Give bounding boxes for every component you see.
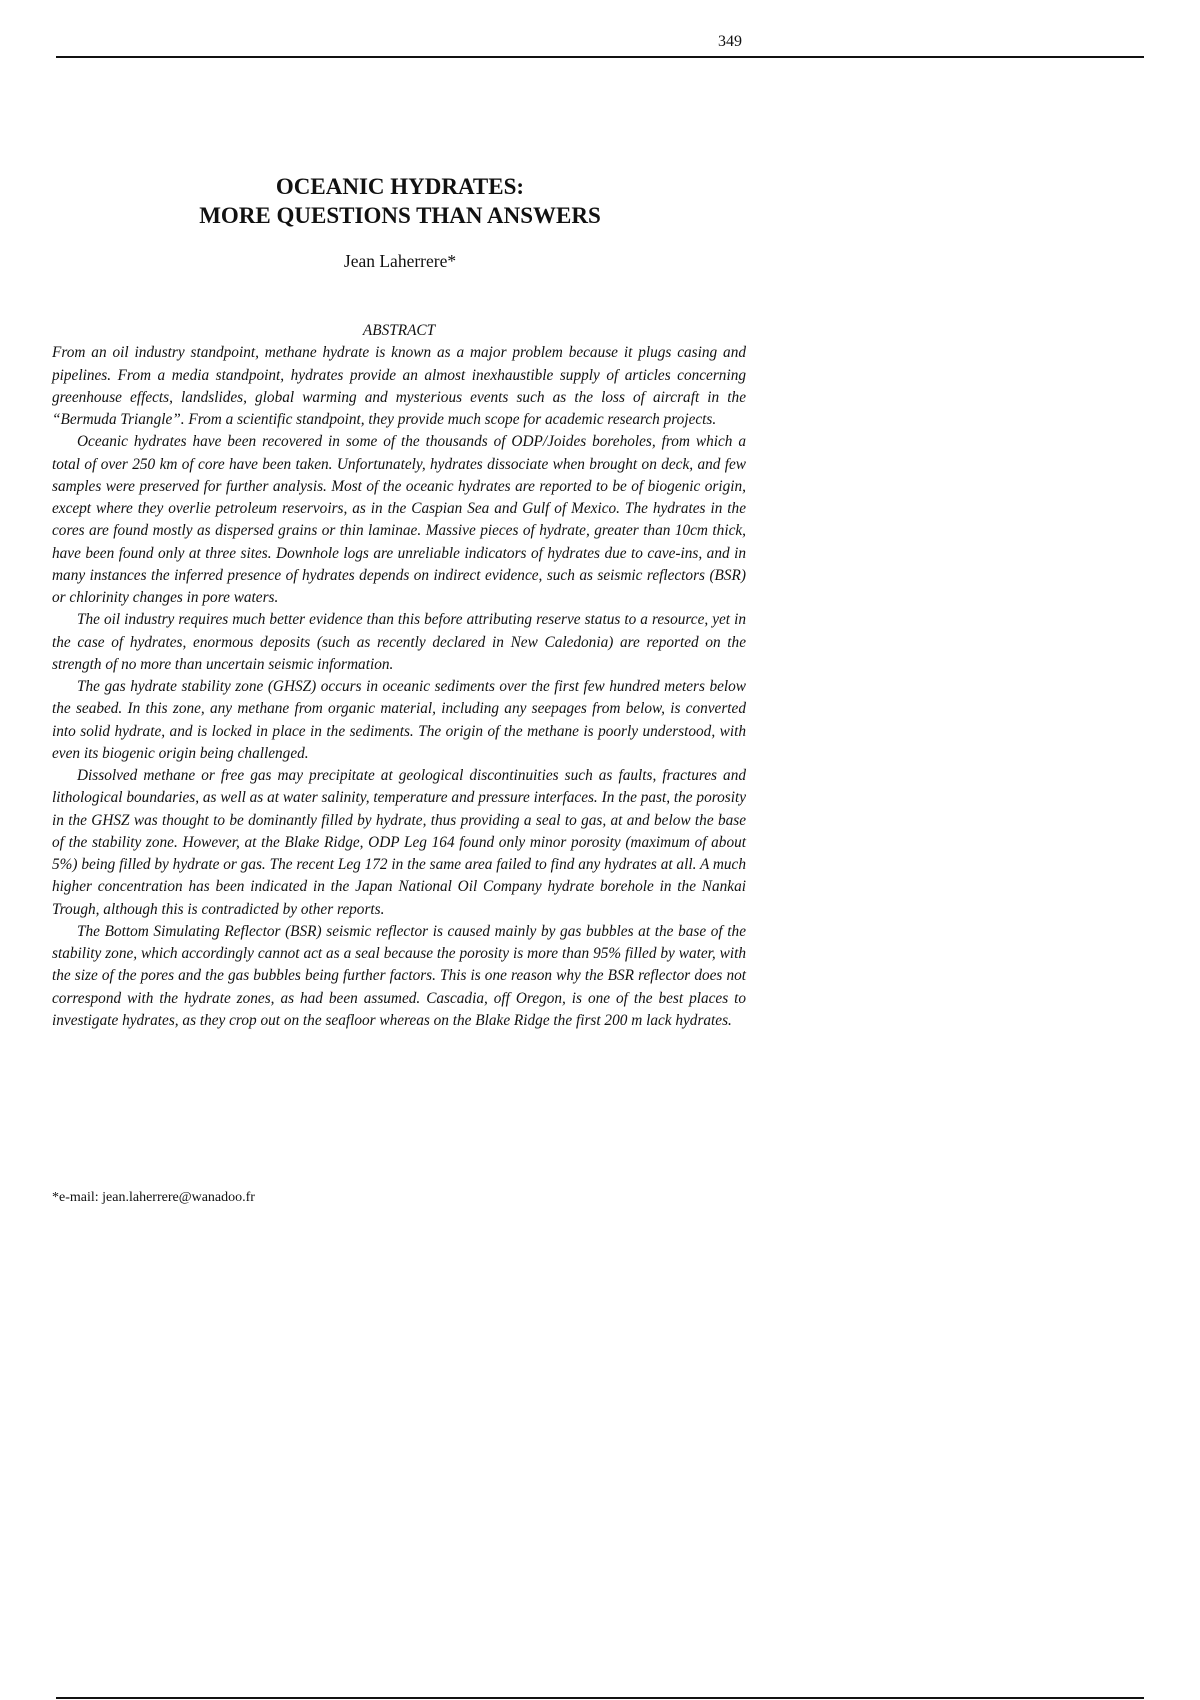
- abstract-paragraph: The oil industry requires much better evidence than this before attributing reserve status to a resource, yet in the case of hydrates, enormous deposits (such as recently declared in New Caledonia) are reported on the strength of no more than uncertain seismic information.: [52, 611, 746, 673]
- abstract-section: [52, 320, 746, 1032]
- title-line-1: OCEANIC HYDRATES:: [275, 174, 525, 199]
- footer-rule: [56, 1697, 1144, 1699]
- author-name: Jean Laherrere*: [343, 251, 457, 271]
- author-email-footnote: *e-mail: jean.laherrere@wanadoo.fr: [52, 1190, 255, 1205]
- abstract-paragraph: Dissolved methane or free gas may precipitate at geological discontinuities such as faults, fractures and lithological boundaries, as well as at water salinity, temperature and pressure interfaces. In the past, the porosity in the GHSZ was thought to be dominantly filled by hydrate, thus providing a seal to gas, at and below the base of the stability zone. However, at the Blake Ridge, ODP Leg 164 found only minor porosity (maximum of about 5%) being filled by hydrate or gas. The recent Leg 172 in the same area failed to find any hydrates at all. A much higher concentration has been indicated in the Japan National Oil Company hydrate borehole in the Nankai Trough, although this is contradicted by other reports.: [52, 767, 746, 918]
- page-number: 349: [718, 33, 742, 50]
- title-line-2: MORE QUESTIONS THAN ANSWERS: [199, 203, 601, 228]
- abstract-paragraph: The Bottom Simulating Reflector (BSR) seismic reflector is caused mainly by gas bubbles at the base of the stability zone, which accordingly cannot act as a seal because the porosity is more than 95% filled by water, with the size of the pores and the gas bubbles being further factors. This is one reason why the BSR reflector does not correspond with the hydrate zones, as had been assumed. Cascadia, off Oregon, is one of the best places to investigate hydrates, as they crop out on the seafloor whereas on the Blake Ridge the first 200 m lack hydrates.: [52, 922, 746, 1029]
- abstract-paragraph: The gas hydrate stability zone (GHSZ) occurs in oceanic sediments over the first few hundred meters below the seabed. In this zone, any methane from organic material, including any seepages from below, is converted into solid hydrate, and is locked in place in the sediments. The origin of the methane is poorly understood, with even its biogenic origin being challenged.: [52, 678, 746, 762]
- abstract-paragraph: Oceanic hydrates have been recovered in some of the thousands of ODP/Joides boreholes, from which a total of over 250 km of core have been taken. Unfortunately, hydrates dissociate when brought on deck, and few samples were preserved for further analysis. Most of the oceanic hydrates are reported to be of biogenic origin, except where they overlie petroleum reservoirs, as in the Caspian Sea and Gulf of Mexico. The hydrates in the cores are found mostly as dispersed grains or thin laminae. Massive pieces of hydrate, greater than 10cm thick, have been found only at three sites. Downhole logs are unreliable indicators of hydrates due to cave-ins, and in many instances the inferred presence of hydrates depends on indirect evidence, such as seismic reflectors (BSR) or chlorinity changes in pore waters.: [52, 433, 746, 606]
- header-rule: [56, 56, 1144, 58]
- abstract-heading: ABSTRACT: [362, 322, 436, 339]
- abstract-paragraph: From an oil industry standpoint, methane hydrate is known as a major problem because it plugs casing and pipelines. From a media standpoint, hydrates provide an almost inexhaustible supply of articles concerning greenhouse effects, landslides, global warming and mysterious events such as the loss of aircraft in the “Bermuda Triangle”. From a scientific standpoint, they provide much scope for academic research projects.: [52, 344, 746, 428]
- article-title: [52, 172, 748, 230]
